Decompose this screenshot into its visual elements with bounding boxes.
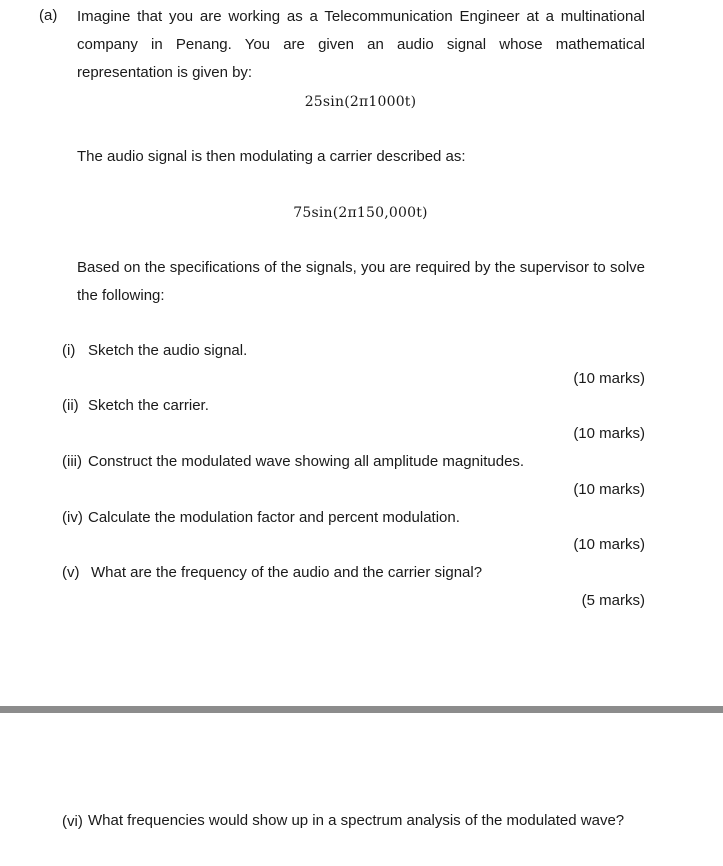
carrier-intro: The audio signal is then modulating a carrier described as: (77, 148, 466, 165)
audio-equation-text: 25sin(2π1000t) (304, 94, 417, 110)
item-number: (vi) (62, 813, 83, 830)
item-marks: (10 marks) (573, 370, 645, 387)
item-number: (iii) (62, 453, 82, 470)
item-marks: (5 marks) (581, 592, 645, 609)
item-number: (iv) (62, 509, 83, 526)
instruction-text: Based on the specifications of the signals, you are required by the supervisor to solve the following: (77, 259, 645, 304)
audio-signal-equation (0, 94, 723, 110)
item-text: Construct the modulated wave showing all amplitude magnitudes. (88, 453, 525, 470)
page-divider (0, 706, 723, 713)
item-number: (v) (62, 564, 80, 581)
item-text: What frequencies would show up in a spectrum analysis of the modulated wave? (88, 812, 625, 829)
item-number: (i) (62, 342, 76, 359)
item-marks: (10 marks) (573, 481, 645, 498)
item-text: Calculate the modulation factor and percent modulation. (88, 509, 460, 526)
item-number: (ii) (62, 397, 79, 414)
item-text: Sketch the carrier. (88, 397, 209, 414)
carrier-equation-text: 75sin(2π150,000t) (293, 205, 428, 221)
question-intro: Imagine that you are working as a Telecommunication Engineer at a multinational company in Penang. You are given an audio signal whose mathematical representation is given by: (77, 8, 645, 81)
carrier-signal-equation (0, 205, 723, 221)
item-marks: (10 marks) (573, 425, 645, 442)
item-text: Sketch the audio signal. (88, 342, 248, 359)
item-marks: (10 marks) (573, 536, 645, 553)
question-label: (a) (39, 7, 58, 24)
item-text: What are the frequency of the audio and the carrier signal? (91, 564, 483, 581)
